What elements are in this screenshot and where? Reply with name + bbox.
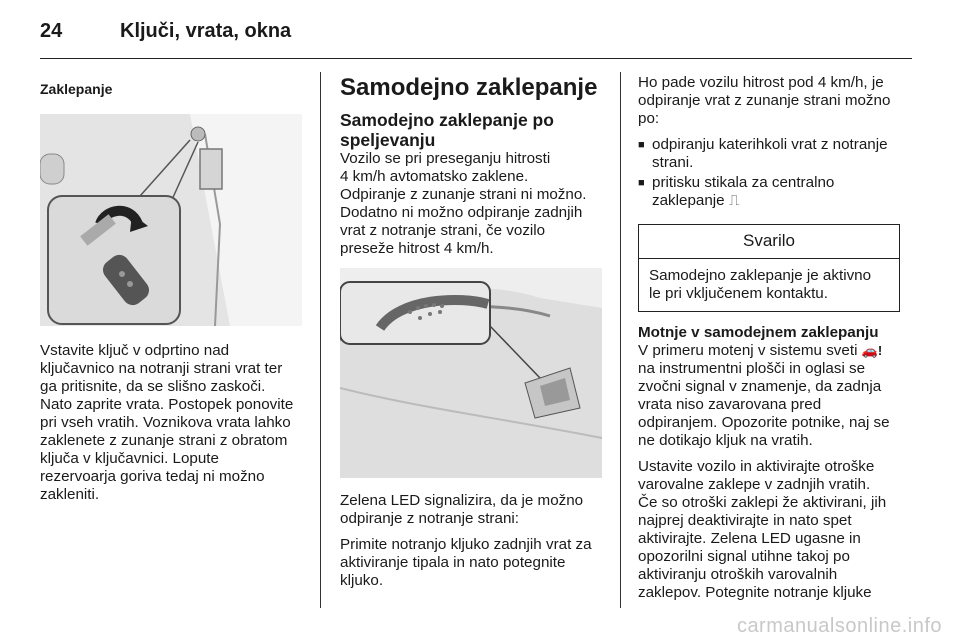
motion-heading: Motnje v samodejnem zaklepanju [638,324,879,341]
right-column [638,74,910,610]
unlock-conditions-list [638,136,910,210]
page-number: 24 [40,20,63,42]
warning-box [638,224,900,312]
warning-title: Svarilo [639,225,899,259]
warning-body: Samodejno zaklepanje je aktivno le pri vključenem kontaktu. [649,267,872,302]
unlock-intro-paragraph: Ho pade vozilu hitrost pod 4 km/h, je odpiranje vrat z zunanje strani možno po: [638,74,891,127]
lock-paragraph: Vstavite ključ v odprtino nad ključavnico na notranji strani vrat ter ga pritisnite, da se slišno zaskoči. Nato zaprite vrata. Postopek ponovite pri vseh vratih. Voznikova vrata lahko zaklenete z zunanje strani z obratom ključa v ključavnici. Lopute rezervoarja goriva tedaj ni možno zakleniti. [40,342,294,503]
header-divider [40,58,912,59]
page-title: Ključi, vrata, okna [120,20,292,42]
grip-handle-paragraph: Primite notranjo kljuko zadnjih vrat za aktiviranje tipala in nato potegnite kljuko. [340,536,592,589]
green-led-paragraph: Zelena LED signalizira, da je možno odpiranje z notranje strani: [340,492,584,527]
middle-column [340,74,610,598]
section-heading-zaklepanje: Zaklepanje [40,81,113,97]
page-header [40,16,910,56]
central-lock-icon: ⎍ [728,192,740,209]
column-divider-left [320,72,321,608]
section-heading-samodejno-zaklepanje: Samodejno zaklepanje [340,74,598,101]
door-lock-key-illustration [40,114,302,326]
list-item: ■ odpiranju katerihkoli vrat z notranje strani. [638,136,910,172]
door-handle-led-illustration [340,268,602,478]
motion-paragraph: V primeru motenj v sistemu sveti 🚗! na instrumentni plošči in oglasi se zvočni signal v znamenje, da zadnja vrata niso zavarovana pred odpiranjem. Opozorite potnike, naj se ne dotikajo kljuk na vratih. [638,342,890,449]
watermark: carmanualsonline.info [736,615,942,637]
car-warning-icon: 🚗! [861,343,883,358]
subheading-po-speljevanju: Samodejno zaklepanje po speljevanju [340,110,554,150]
left-column [40,74,310,512]
child-lock-paragraph: Ustavite vozilo in aktivirajte otroške varovalne zaklepe v zadnjih vratih. Če so otroški zaklepi že aktivirani, jih najprej deaktivirajte in nato spet aktivirajte. Zelena LED ugasne in opozorilni signal utihne takoj po aktiviranju otroških varovalnih zaklepov. Potegnite notranje kljuke [638,458,887,601]
auto-lock-paragraph: Vozilo se pri preseganju hitrosti 4 km/h avtomatsko zaklene. Odpiranje z zunanje strani ni možno. Dodatno ni možno odpiranje zadnjih vrat z notranje strani, če vozilo preseže hitrost 4 km/h. [340,150,587,257]
column-divider-right [620,72,621,608]
list-item: ■ pritisku stikala za centralno zaklepanje ⎍ [638,174,910,210]
